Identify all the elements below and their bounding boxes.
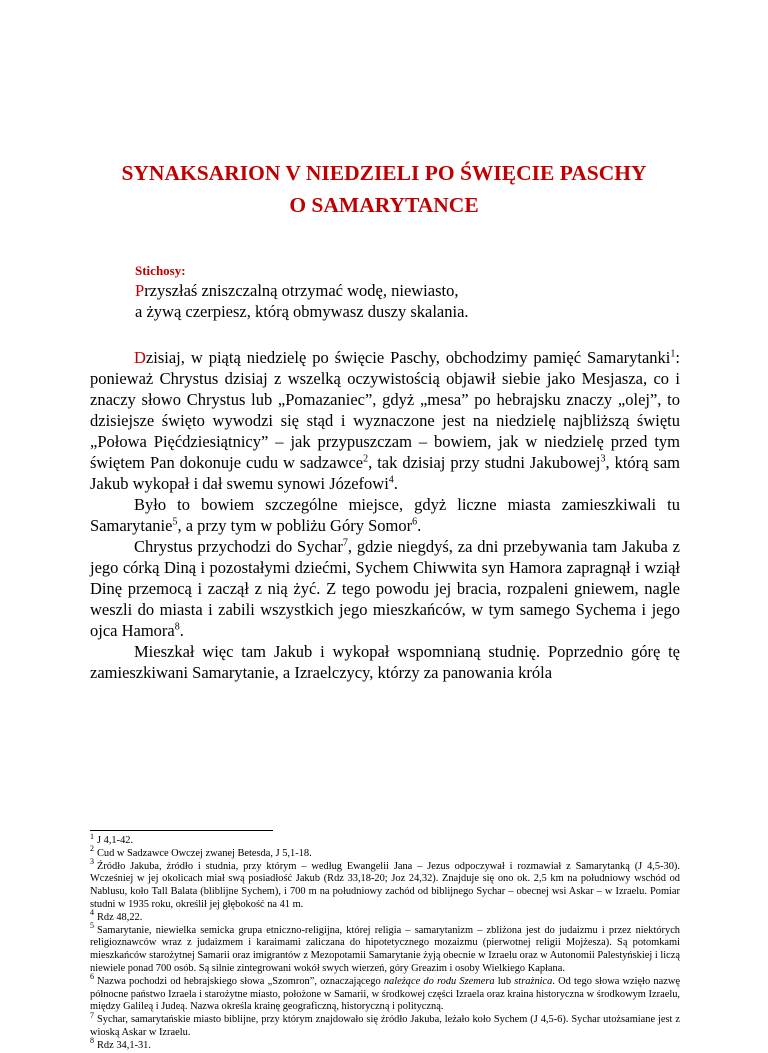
footnote-1: $^1$ J 4,1-42. <box>90 831 134 846</box>
paragraph-4: Mieszkał więc tam Jakub i wykopał wspomnianą studnię. Poprzednio górę tę zamieszkiwani Samarytanie, a Izraelczycy, którzy za panowania króla <box>90 642 680 682</box>
footnote-2: $^2$ Cud w Sadzawce Owczej zwanej Betesda, J 5,1-18. <box>90 844 312 859</box>
stichosy-line-1: Przyszłaś zniszczalną otrzymać wodę, niewiasto, <box>135 281 459 300</box>
footnote-ref[interactable]: 2 <box>363 453 369 465</box>
footnote-6: $^6$ Nazwa pochodzi od hebrajskiego słowa „Szomron”, oznaczającego należące do rodu Szemera lub strażnica. Od tego słowa wzięło nazwę północne państwo Izraela i starożytne miasto, położone w Samarii, w środkowej części Izraela oraz kraina historyczna w środkowym Izraelu, między Galileą i Judeą. Nazwa określa krainę geograficzną, historyczną i polityczną. <box>90 972 680 1013</box>
main-text <box>90 347 680 683</box>
initial-letter: P <box>135 281 145 300</box>
footnote-ref[interactable]: 8 <box>174 621 180 633</box>
paragraph-2: Było to bowiem szczególne miejsce, gdyż liczne miasta zamieszkiwali tu Samarytanie$^5$, a przy tym w pobliżu Góry Somor$^6$. <box>90 495 680 535</box>
footnote-ref[interactable]: 7 <box>342 537 348 549</box>
footnote-8: $^8$ Rdz 34,1-31. <box>90 1036 151 1051</box>
footnote-ref[interactable]: 4 <box>388 474 394 486</box>
footnote-5: $^5$ Samarytanie, niewielka semicka grupa etniczno-religijna, której religia – samarytanizm – zbliżona jest do judaizmu i przez niektórych religioznawców wraz z judaizmem i karaimami zaliczana do hipotetycznego mozaizmu (pierwotnej religii Mojżesza). Są potomkami mieszkańców starożytnej Samarii oraz imigrantów z Mezopotamii Samarytanie żyją obecnie w Izraelu oraz w Autonomii Palestyńskiej i liczą niewiele ponad 700 osób. Są silnie zintegrowani wokół swych wierzeń, góry Greazim i osoby Wielkiego Kapłana. <box>90 921 680 974</box>
footnote-ref[interactable]: 1 <box>670 348 676 360</box>
title-line-2: O SAMARYTANCE <box>289 193 479 217</box>
stichosy-line-2: a żywą czerpiesz, którą obmywasz duszy skalania. <box>135 302 469 321</box>
paragraph-3: Chrystus przychodzi do Sychar$^7$, gdzie niegdyś, za dni przebywania tam Jakuba z jego córką Diną i pozostałymi dziećmi, Sychem Chiwwita syn Hamora zapragnął i wziął Dinę przemocą i zaczął z nią żyć. Z tego powodu jej bracia, rozpaleni gniewem, nagle weszli do miasta i zabili wszystkich jego mieszkańców, w tym samego Sychema i jego ojca Hamora$^8$. <box>90 537 681 640</box>
footnote-3: $^3$ Źródło Jakuba, źródło i studnia, przy którym – według Ewangelii Jana – Jezus odpoczywał i rozmawiał z Samarytanką (J 4,5-30). Wcześniej w jej okolicach miał swą posiadłość Jakub (Rdz 33,18-20; Joz 24,32). Znajduje się ono ok. 2,5 km na południowy wschód od Nablusu, koło Tall Balata (bliblijne Sychem), i 700 m na południowy zachód od biblijnego Sychar – obecnej wsi Askar – w Izraelu. Pomiar studni w 1935 roku, określił jej głębokość na 41 m. <box>90 857 680 910</box>
page-title <box>90 157 678 221</box>
footnote-ref[interactable]: 3 <box>600 453 606 465</box>
footnote-divider <box>90 830 273 831</box>
footnote-4: $^4$ Rdz 48,22. <box>90 908 143 923</box>
title-line-1: SYNAKSARION V NIEDZIELI PO ŚWIĘCIE PASCHY <box>121 161 647 185</box>
footnote-ref[interactable]: 5 <box>172 516 178 528</box>
footnotes <box>90 831 680 1053</box>
stichosy-label: Stichosy: <box>135 263 186 278</box>
paragraph-1: Dzisiaj, w piątą niedzielę po święcie Paschy, obchodzimy pamięć Samarytanki$^1$: ponieważ Chrystus dzisiaj z wszelką oczywistością objawił siebie jako Mesjasza, co i znaczy słowo Chrystus lub „Pomazaniec”, gdyż „mesa” po hebrajsku znaczy „olej”, to dzisiejsze święto wywodzi się stąd i wyznaczone jest na niedzielę najbliższą świętu „Połowa Pięćdziesiątnicy” – jak przypuszczam – bowiem, jak w niedzielę przed tym świętem Pan dokonuje cudu w sadzawce$^2$, tak dzisiaj przy studni Jakubowej$^3$, którą sam Jakub wykopał i dał swemu synowi Józefowi$^4$. <box>90 348 680 493</box>
footnote-7: $^7$ Sychar, samarytańskie miasto biblijne, przy którym znajdowało się źródło Jakuba, leżało koło Sychem (J 4,5-6). Sychar utożsamiane jest z wioską Askar w Izraelu. <box>90 1010 680 1038</box>
footnote-ref[interactable]: 6 <box>412 516 418 528</box>
initial-letter: D <box>134 348 146 367</box>
stichosy-verse <box>135 280 695 322</box>
